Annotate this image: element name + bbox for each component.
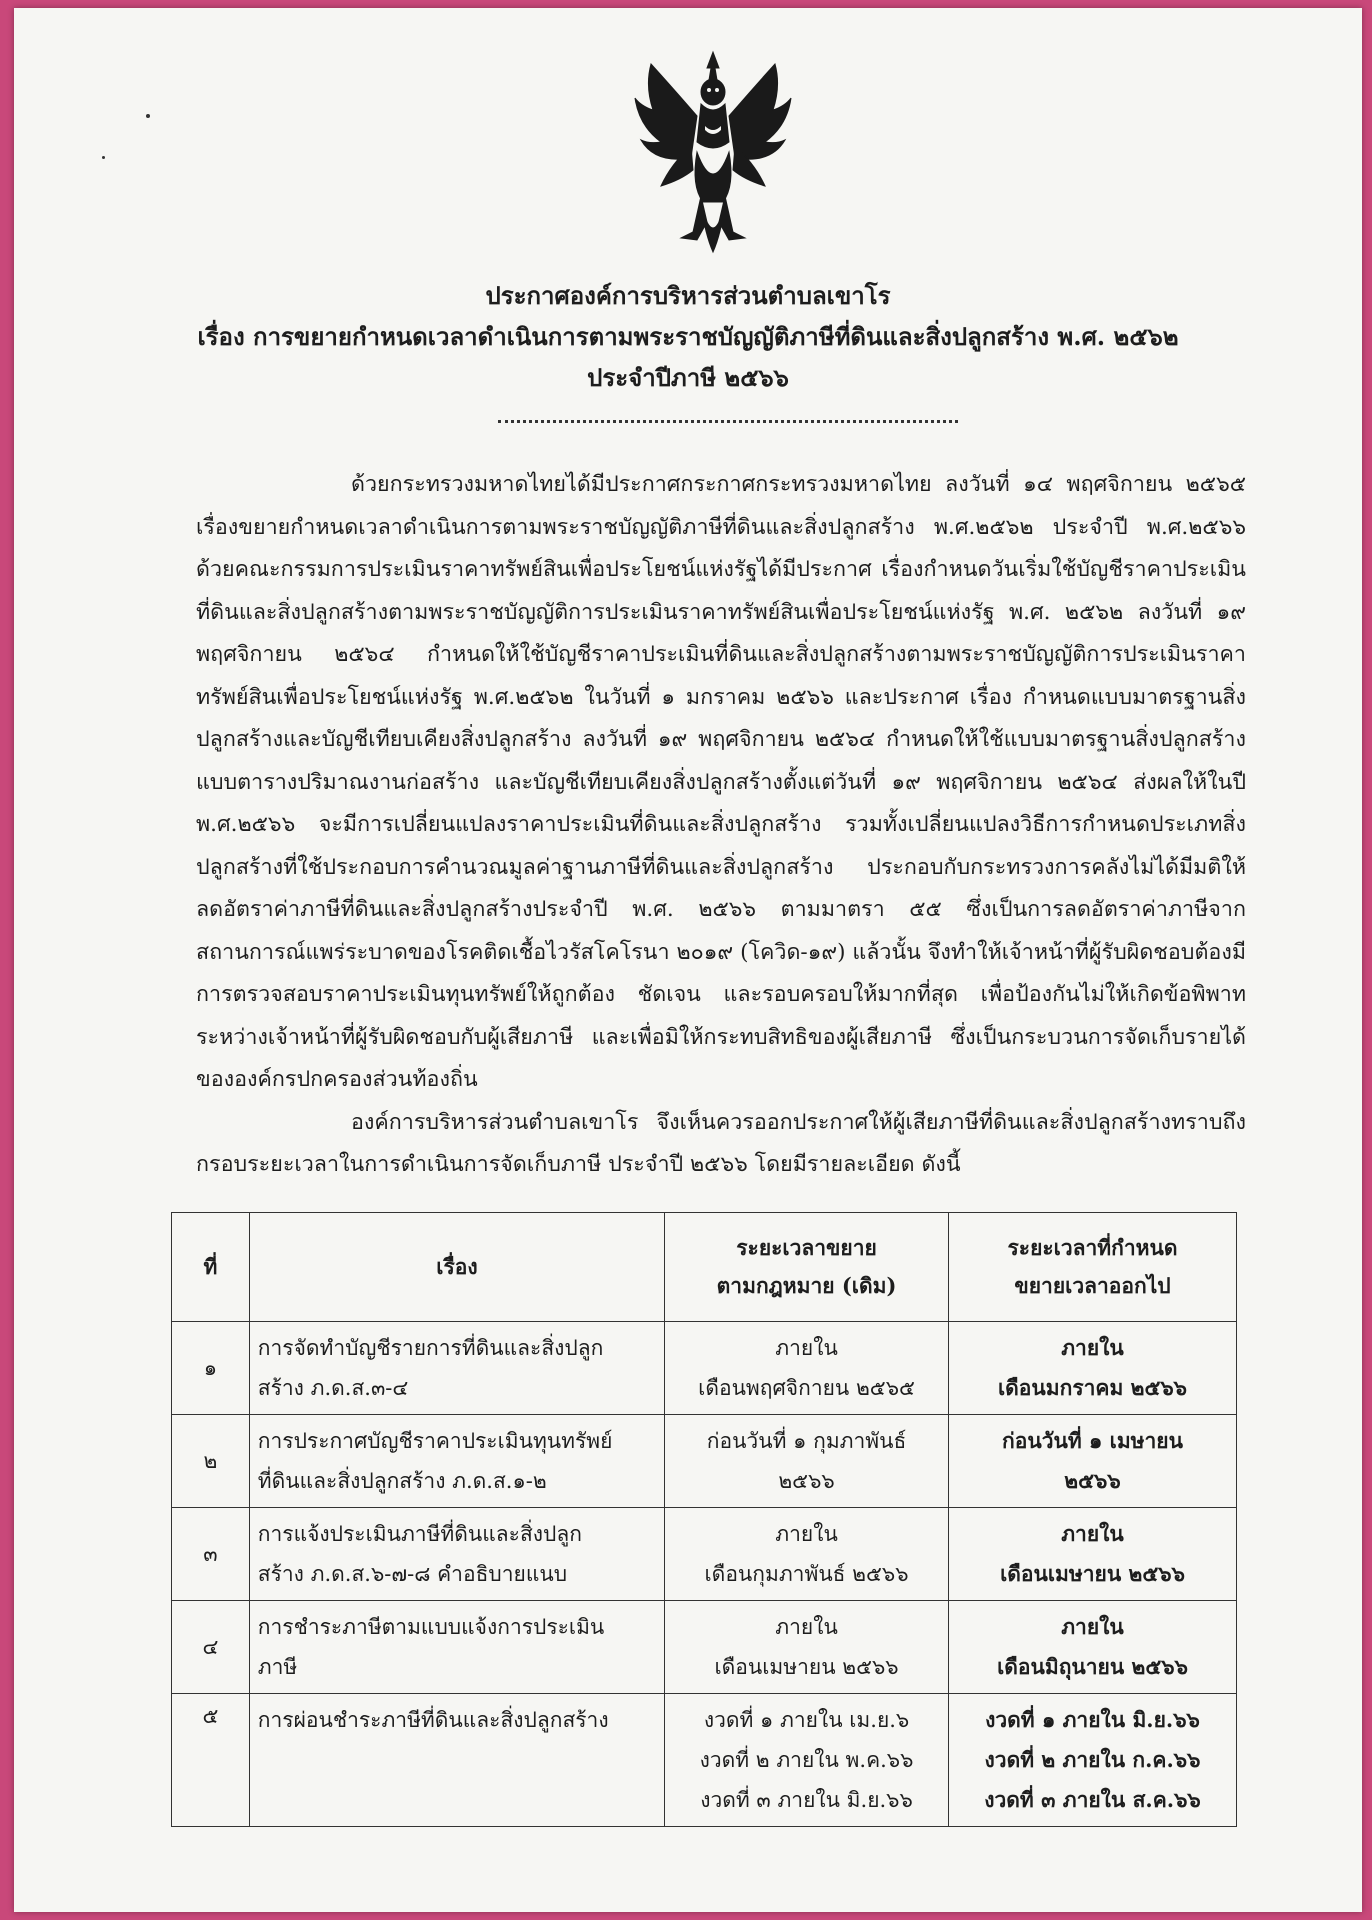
row-original-line: เดือนพฤศจิกายน ๒๕๖๕ (698, 1376, 915, 1400)
row-original-line: ภายใน (775, 1615, 838, 1639)
row-original-period (665, 1322, 949, 1415)
row-original-line: เดือนเมษายน ๒๕๖๖ (714, 1655, 899, 1679)
row-original-line: ภายใน (775, 1522, 838, 1546)
header-original-line: ตามกฎหมาย (เดิม) (716, 1273, 897, 1298)
announcement-tax-year: ประจำปีภาษี ๒๕๖๖ (587, 363, 789, 392)
header-extended-line: ขยายเวลาออกไป (1014, 1273, 1171, 1298)
garuda-emblem-icon (631, 46, 795, 256)
row-subject (249, 1694, 664, 1827)
row-subject-line: สร้าง ภ.ด.ส.๖-๗-๘ คำอธิบายแนบ (257, 1562, 568, 1586)
row-extended-period (949, 1415, 1237, 1508)
row-subject-line: ที่ดินและสิ่งปลูกสร้าง ภ.ด.ส.๑-๒ (257, 1469, 547, 1493)
row-extended-line: เดือนมกราคม ๒๕๖๖ (997, 1375, 1187, 1400)
announcement-title: ประกาศองค์การบริหารส่วนตำบลเขาโร (485, 281, 891, 310)
row-subject-line: การแจ้งประเมินภาษีที่ดินและสิ่งปลูก (257, 1522, 582, 1546)
row-subject (249, 1322, 664, 1415)
row-subject-line: การจัดทำบัญชีรายการที่ดินและสิ่งปลูก (257, 1336, 604, 1360)
dotted-divider (498, 420, 958, 423)
body-paragraph-1: ด้วยกระทรวงมหาดไทยได้มีประกาศกระกาศกระทรวงมหาดไทย ลงวันที่ ๑๔ พฤศจิกายน ๒๕๖๕ เรื่องขยายกำหนดเวลาดำเนินการตามพระราชบัญญัติภาษีที่ดินและสิ่งปลูกสร้าง พ.ศ.๒๕๖๒ ประจำปี พ.ศ.๒๕๖๖ ด้วยคณะกรรมการประเมินราคาทรัพย์สินเพื่อประโยชน์แห่งรัฐได้มีประกาศ เรื่องกำหนดวันเริ่มใช้บัญชีราคาประเมินที่ดินและสิ่งปลูกสร้างตามพระราชบัญญัติการประเมินราคาทรัพย์สินเพื่อประโยชน์แห่งรัฐ พ.ศ. ๒๕๖๒ ลงวันที่ ๑๙ พฤศจิกายน ๒๕๖๔ กำหนดให้ใช้บัญชีราคาประเมินที่ดินและสิ่งปลูกสร้างตามพระราชบัญญัติการประเมินราคาทรัพย์สินเพื่อประโยชน์แห่งรัฐ พ.ศ.๒๕๖๒ ในวันที่ ๑ มกราคม ๒๕๖๖ และประกาศ เรื่อง กำหนดแบบมาตรฐานสิ่งปลูกสร้างและบัญชีเทียบเคียงสิ่งปลูกสร้าง ลงวันที่ ๑๙ พฤศจิกายน ๒๕๖๔ กำหนดให้ใช้แบบมาตรฐานสิ่งปลูกสร้าง แบบตารางปริมาณงานก่อสร้าง และบัญชีเทียบเคียงสิ่งปลูกสร้างตั้งแต่วันที่ ๑๙ พฤศจิกายน ๒๕๖๔ ส่งผลให้ในปี พ.ศ.๒๕๖๖ จะมีการเปลี่ยนแปลงราคาประเมินที่ดินและสิ่งปลูกสร้าง รวมทั้งเปลี่ยนแปลงวิธีการกำหนดประเภทสิ่งปลูกสร้างที่ใช้ประกอบการคำนวณมูลค่าฐานภาษีที่ดินและสิ่งปลูกสร้าง ประกอบกับกระทรวงการคลังไม่ได้มีมติให้ลดอัตราค่าภาษีที่ดินและสิ่งปลูกสร้างประจำปี พ.ศ. ๒๕๖๖ ตามมาตรา ๕๕ ซึ่งเป็นการลดอัตราค่าภาษีจากสถานการณ์แพร่ระบาดของโรคติดเชื้อไวรัสโคโรนา ๒๐๑๙ (โควิด-๑๙) แล้วนั้น จึงทำให้เจ้าหน้าที่ผู้รับผิดชอบต้องมีการตรวจสอบราคาประเมินทุนทรัพย์ให้ถูกต้อง ชัดเจน และรอบครอบให้มากที่สุด เพื่อป้องกันไม่ให้เกิดข้อพิพาทระหว่างเจ้าหน้าที่ผู้รับผิดชอบกับผู้เสียภาษี และเพื่อมิให้กระทบสิทธิของผู้เสียภาษี ซึ่งเป็นกระบวนการจัดเก็บรายได้ขององค์กรปกครองส่วนท้องถิ่น (196, 472, 1246, 1092)
row-original-line: ภายใน (775, 1336, 838, 1360)
row-subject (249, 1415, 664, 1508)
row-number: ๓ (172, 1508, 250, 1601)
header-no: ที่ (172, 1213, 250, 1322)
row-number: ๔ (172, 1601, 250, 1694)
row-extended-line: งวดที่ ๓ ภายใน ส.ค.๖๖ (984, 1787, 1201, 1812)
header-original-line: ระยะเวลาขยาย (736, 1235, 877, 1260)
announcement-body (196, 464, 1246, 1187)
row-subject-line: การประกาศบัญชีราคาประเมินทุนทรัพย์ (257, 1429, 613, 1453)
table-row (172, 1508, 1237, 1601)
body-paragraph-2: องค์การบริหารส่วนตำบลเขาโร จึงเห็นควรออกประกาศให้ผู้เสียภาษีที่ดินและสิ่งปลูกสร้างทราบถึงกรอบระยะเวลาในการดำเนินการจัดเก็บภาษี ประจำปี ๒๕๖๖ โดยมีรายละเอียด ดังนี้ (196, 1109, 1246, 1177)
row-extended-line: ภายใน (1061, 1614, 1124, 1639)
table-row (172, 1694, 1237, 1827)
table-row (172, 1415, 1237, 1508)
document-page (14, 8, 1362, 1912)
row-extended-line: งวดที่ ๑ ภายใน มิ.ย.๖๖ (985, 1707, 1200, 1732)
tax-schedule-table (171, 1212, 1237, 1827)
row-subject-line: สร้าง ภ.ด.ส.๓-๔ (257, 1376, 409, 1400)
table-header-row (172, 1213, 1237, 1322)
row-extended-period (949, 1508, 1237, 1601)
row-subject (249, 1601, 664, 1694)
row-original-period (665, 1508, 949, 1601)
row-extended-line: ๒๕๖๖ (1064, 1468, 1121, 1493)
row-number: ๑ (172, 1322, 250, 1415)
row-number: ๒ (172, 1415, 250, 1508)
row-subject-line: การผ่อนชำระภาษีที่ดินและสิ่งปลูกสร้าง (257, 1708, 609, 1732)
header-extended-period (949, 1213, 1237, 1322)
row-original-line: งวดที่ ๓ ภายใน มิ.ย.๖๖ (700, 1788, 913, 1812)
announcement-subject: เรื่อง การขยายกำหนดเวลาดำเนินการตามพระราชบัญญัติภาษีที่ดินและสิ่งปลูกสร้าง พ.ศ. ๒๕๖๒ (197, 322, 1179, 351)
table-row (172, 1601, 1237, 1694)
row-subject-line: ภาษี (257, 1655, 298, 1679)
row-original-period (665, 1694, 949, 1827)
row-extended-period (949, 1601, 1237, 1694)
row-extended-line: ภายใน (1061, 1521, 1124, 1546)
row-number: ๕ (172, 1694, 250, 1827)
row-original-line: ก่อนวันที่ ๑ กุมภาพันธ์ (706, 1429, 907, 1453)
row-extended-line: เดือนมิถุนายน ๒๕๖๖ (997, 1654, 1188, 1679)
row-original-period (665, 1415, 949, 1508)
row-original-line: เดือนกุมภาพันธ์ ๒๕๖๖ (704, 1562, 909, 1586)
row-subject (249, 1508, 664, 1601)
row-extended-period (949, 1694, 1237, 1827)
row-extended-period (949, 1322, 1237, 1415)
row-extended-line: งวดที่ ๒ ภายใน ก.ค.๖๖ (984, 1747, 1201, 1772)
row-subject-line: การชำระภาษีตามแบบแจ้งการประเมิน (257, 1615, 605, 1639)
row-extended-line: ภายใน (1061, 1335, 1124, 1360)
header-extended-line: ระยะเวลาที่กำหนด (1007, 1235, 1178, 1260)
table-row (172, 1322, 1237, 1415)
ink-speck (102, 156, 105, 159)
header-subject: เรื่อง (249, 1213, 664, 1322)
row-extended-line: เดือนเมษายน ๒๕๖๖ (1000, 1561, 1185, 1586)
row-original-line: งวดที่ ๑ ภายใน เม.ย.๖ (703, 1708, 910, 1732)
row-original-line: ๒๕๖๖ (778, 1469, 835, 1493)
header-original-period (665, 1213, 949, 1322)
row-extended-line: ก่อนวันที่ ๑ เมษายน (1002, 1428, 1183, 1453)
row-original-line: งวดที่ ๒ ภายใน พ.ค.๖๖ (699, 1748, 914, 1772)
ink-speck (146, 114, 150, 118)
row-original-period (665, 1601, 949, 1694)
